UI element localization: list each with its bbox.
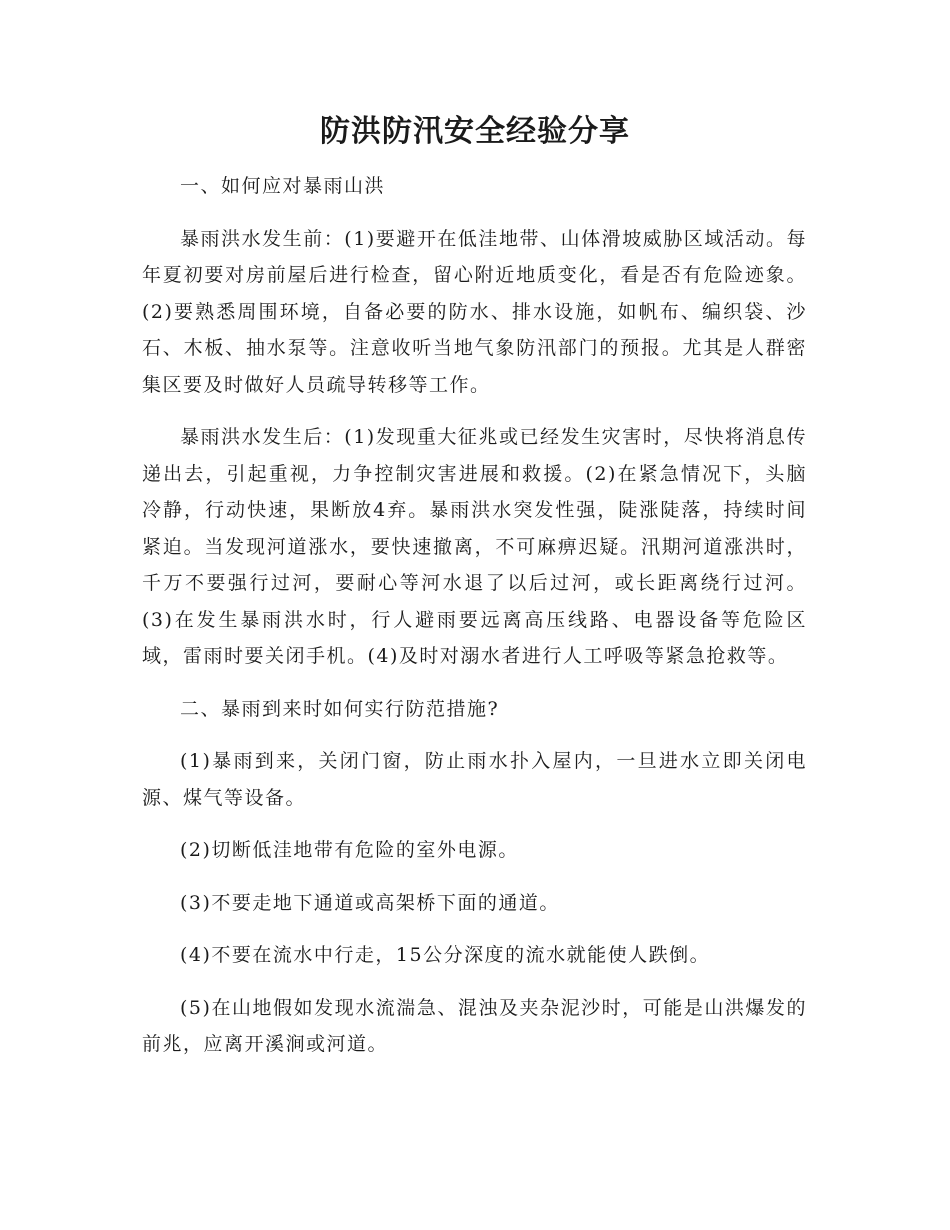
- measure-item-4: (4)不要在流水中行走，15公分深度的流水就能使人跌倒。: [180, 944, 711, 966]
- measure-item-3: (3)不要走地下通道或高架桥下面的通道。: [180, 891, 560, 914]
- document-body: [142, 168, 807, 1079]
- paragraph-after-flood: 暴雨洪水发生后：(1)发现重大征兆或已经发生灾害时，尽快将消息传递出去，引起重视，力争控制灾害进展和救援。(2)在紧急情况下，头脑冷静，行动快速，果断放4弃。暴雨洪水突发性强，陡涨陡落，持续时间紧迫。当发现河道涨水，要快速撤离，不可麻痹迟疑。汛期河道涨洪时，千万不要强行过河，要耐心等河水退了以后过河，或长距离绕行过河。(3)在发生暴雨洪水时，行人避雨要远离高压线路、电器设备等危险区域，雷雨时要关闭手机。(4)及时对溺水者进行人工呼吸等紧急抢救等。: [142, 426, 807, 667]
- document-title: 防洪防汛安全经验分享: [320, 114, 630, 149]
- section-heading-2: 二、暴雨到来时如何实行防范措施?: [180, 697, 500, 720]
- paragraph-before-flood: 暴雨洪水发生前：(1)要避开在低洼地带、山体滑坡威胁区域活动。每年夏初要对房前屋后进行检查，留心附近地质变化，看是否有危险迹象。(2)要熟悉周围环境，自备必要的防水、排水设施，如帆布、编织袋、沙石、木板、抽水泵等。注意收听当地气象防汛部门的预报。尤其是人群密集区要及时做好人员疏导转移等工作。: [142, 227, 807, 396]
- measure-item-2: (2)切断低洼地带有危险的室外电源。: [180, 839, 519, 861]
- measure-item-5: (5)在山地假如发现水流湍急、混浊及夹杂泥沙时，可能是山洪爆发的前兆，应离开溪涧或河道。: [142, 996, 807, 1055]
- section-heading-1: 一、如何应对暴雨山洪: [180, 175, 386, 197]
- measure-item-1: (1)暴雨到来，关闭门窗，防止雨水扑入屋内，一旦进水立即关闭电源、煤气等设备。: [142, 750, 807, 809]
